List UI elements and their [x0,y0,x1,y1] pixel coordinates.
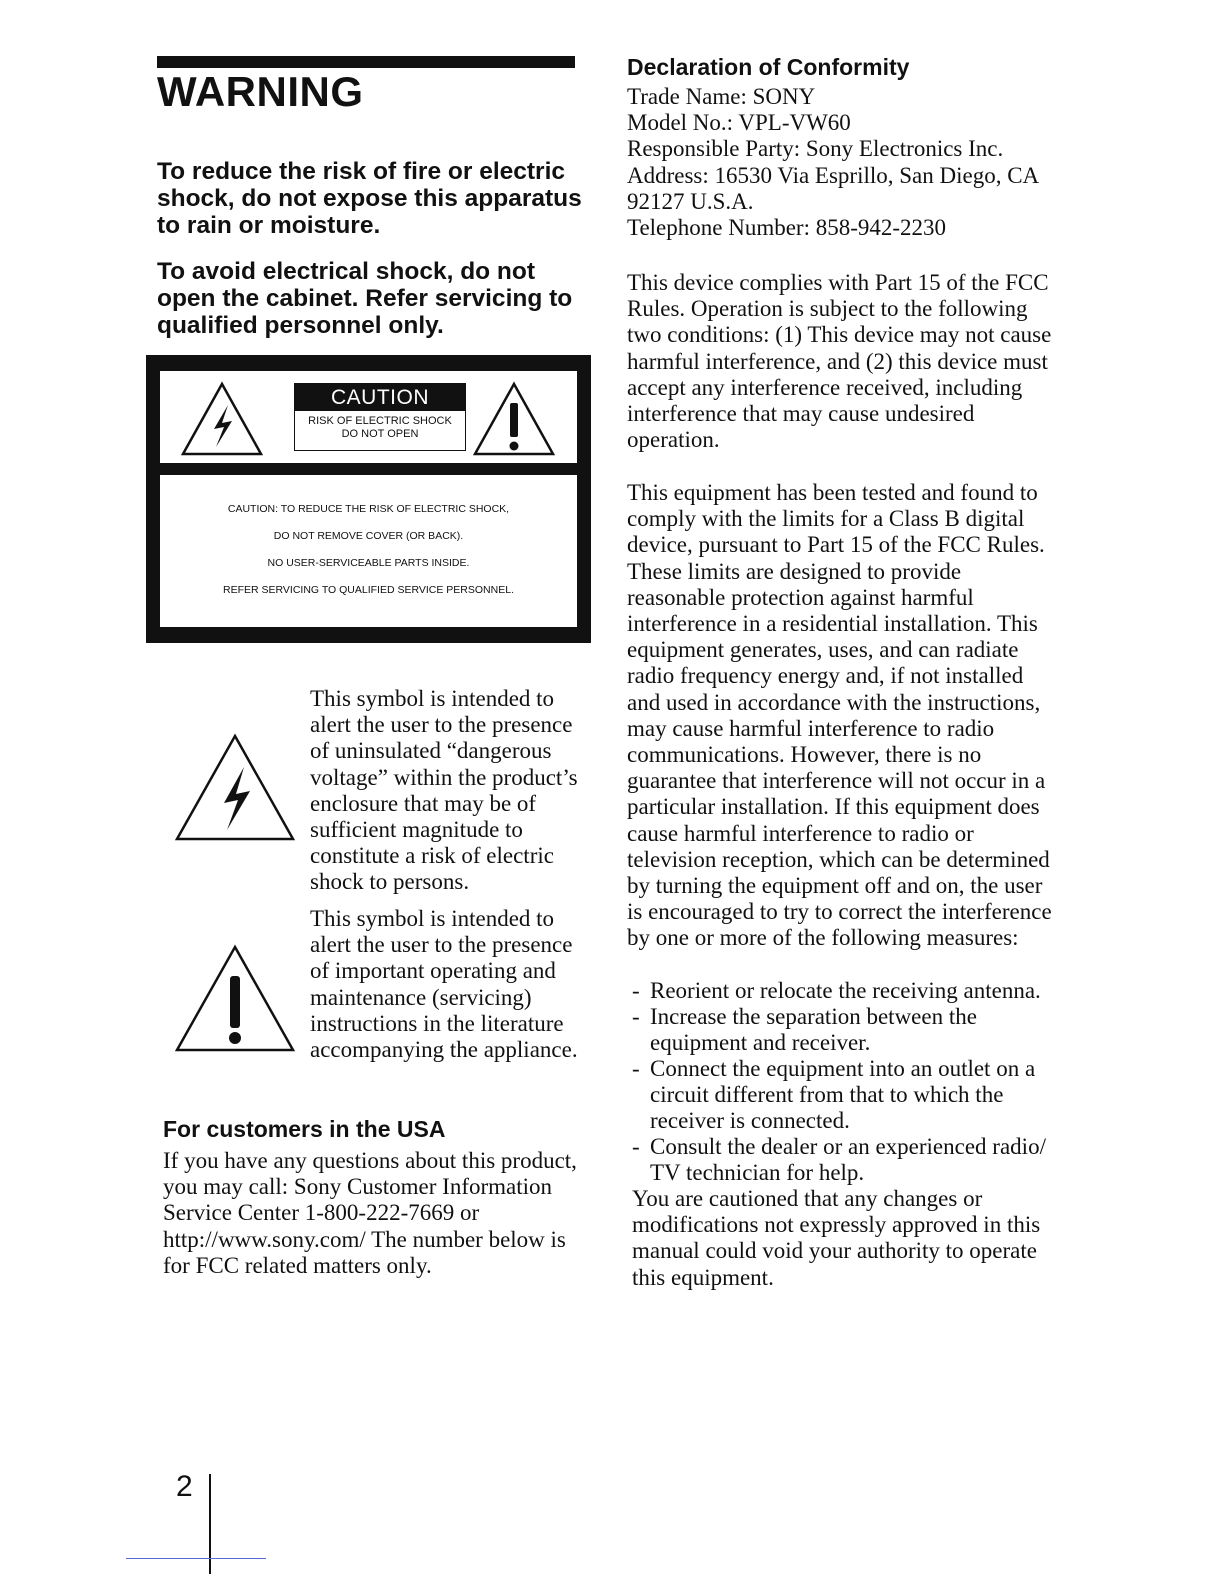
caution-label-sub1: RISK OF ELECTRIC SHOCK [308,415,452,427]
caution-line-2: DO NOT REMOVE COVER (OR BACK). [273,530,464,542]
address-line-1: Address: 16530 Via Esprillo, San Diego, CA [627,162,1040,188]
exclamation-symbol-description: This symbol is intended to alert the user to the presence of important operating and maintenance (servicing) instructions in the literature accompanying the appliance. [310,906,578,1063]
page-title: WARNING [157,68,364,115]
measure-item-1: - Reorient or relocate the receiving antenna. [632,978,1041,1003]
responsible-party: Responsible Party: Sony Electronics Inc. [627,136,1004,162]
caution-line-4: REFER SERVICING TO QUALIFIED SERVICE PERSONNEL. [223,584,514,596]
trade-name: Trade Name: SONY [627,84,816,109]
caution-line-3: NO USER-SERVICEABLE PARTS INSIDE. [267,557,470,569]
exclamation-triangle-icon [472,381,556,457]
exclamation-triangle-icon [174,944,296,1054]
footer-line [126,1558,266,1559]
lightning-triangle-icon [180,381,264,457]
title-rule [157,56,575,68]
measure-item-2: - Increase the separation between the equipment and receiver. [632,1004,977,1056]
declaration-details [627,84,1067,241]
lightning-symbol-description: This symbol is intended to alert the user to the presence of uninsulated “dangerous voltage” within the product’s enclosure that may be of sufficient magnitude to constitute a risk of electric shock to persons. [310,686,578,895]
measure-item-3: - Connect the equipment into an outlet on a circuit different from that to which the receiver is connected. [632,1056,1036,1134]
caution-label-sub2: DO NOT OPEN [341,428,419,440]
page-number: 2 [176,1470,193,1503]
caution-box-top [160,371,577,463]
telephone-number: Telephone Number: 858-942-2230 [627,215,947,241]
warning-paragraph-2: To avoid electrical shock, do not open the cabinet. Refer servicing to qualified personnel only. [157,258,573,339]
caution-label-head: CAUTION [295,384,465,411]
usa-heading: For customers in the USA [163,1116,446,1142]
caution-box-bottom [160,475,577,627]
caution-box [146,355,591,643]
warning-paragraph-1: To reduce the risk of fire or electric shock, do not expose this apparatus to rain or moisture. [157,158,582,239]
declaration-heading: Declaration of Conformity [627,54,910,80]
fcc-equipment-paragraph: This equipment has been tested and found to comply with the limits for a Class B digital device, pursuant to Part 15 of the FCC Rules. These limits are designed to provide reasonable protection against harmful interference in a residential installation. This equipment generates, uses, and can radiate radio frequency energy and, if not installed and used in accordance with the instructions, may cause harmful interference to radio communications. However, there is no guarantee that interference will not occur in a particular installation. If this equipment does cause harmful interference to radio or television reception, which can be determined by turning the equipment off and on, the user is encouraged to try to correct the interference by one or more of the following measures: [627,480,1052,951]
caution-label [294,383,466,451]
caution-line-1: CAUTION: TO REDUCE THE RISK OF ELECTRIC SHOCK, [227,503,510,515]
fcc-compliance-paragraph: This device complies with Part 15 of the FCC Rules. Operation is subject to the following two conditions: (1) This device may not cause harmful interference, and (2) this device must accept any interference received, including interference that may cause undesired operation. [627,270,1052,453]
closing-paragraph: You are cautioned that any changes or modifications not expressly approved in this manual could void your authority to operate this equipment. [632,1186,1041,1290]
page-number-rule [209,1474,211,1574]
usa-text: If you have any questions about this product, you may call: Sony Customer Information Service Center 1-800-222-7669 or http://www.sony.com/ The number below is for FCC related matters only. [163,1148,577,1278]
lightning-triangle-icon [174,733,296,843]
measure-item-4: - Consult the dealer or an experienced radio/ TV technician for help. [632,1134,1046,1186]
model-number: Model No.: VPL-VW60 [627,110,851,136]
address-line-2: 92127 U.S.A. [627,188,754,214]
